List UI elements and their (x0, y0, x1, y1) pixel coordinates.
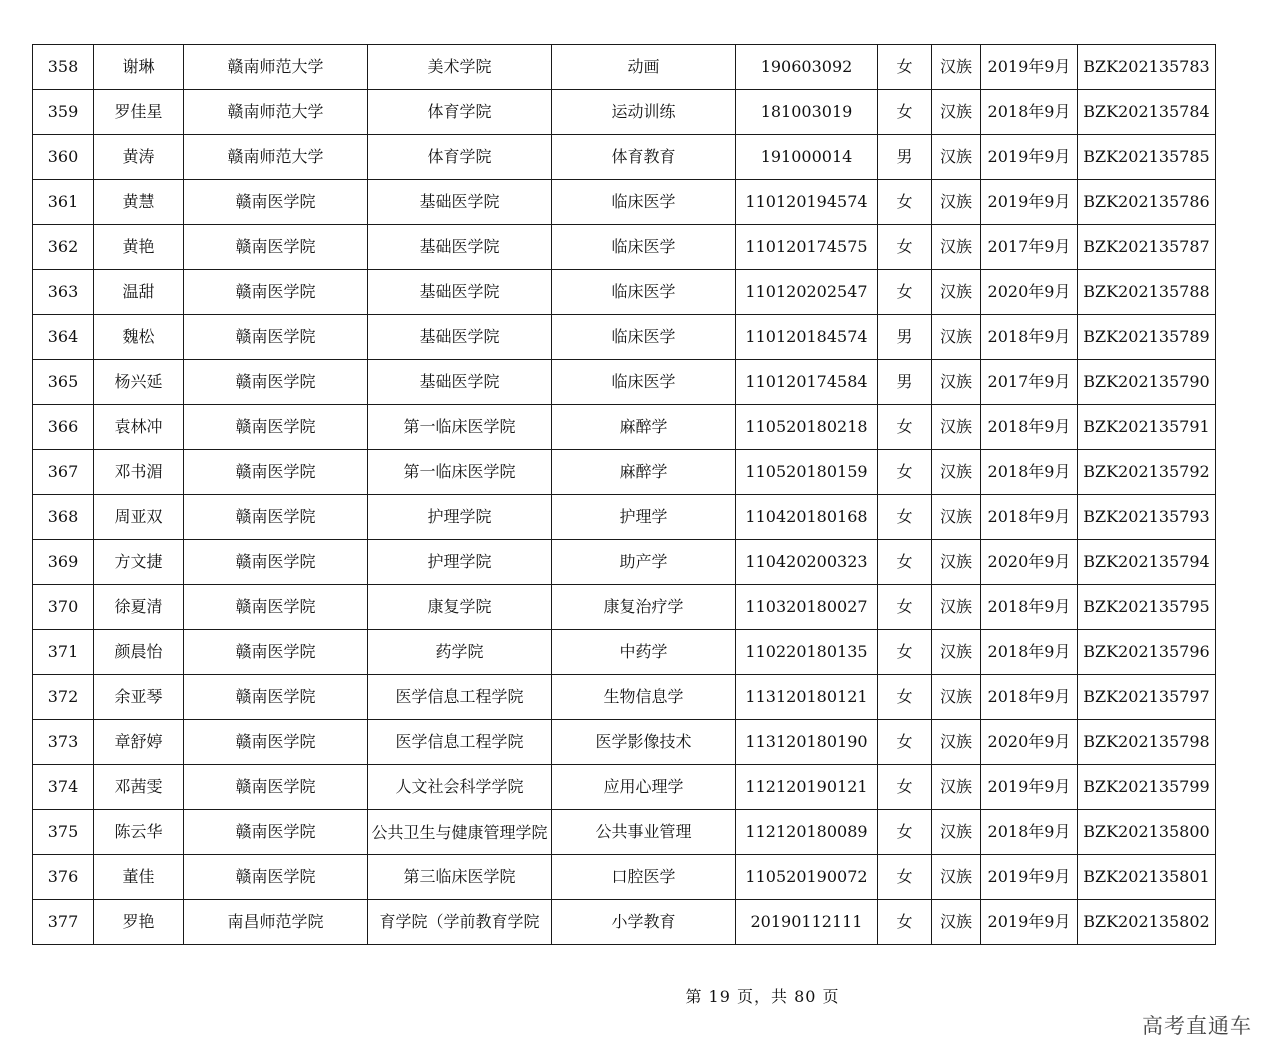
cell-student-name: 邓书湄 (94, 450, 184, 495)
cell-serial-number: 362 (33, 225, 94, 270)
cell-student-name: 黄艳 (94, 225, 184, 270)
cell-student-name: 章舒婷 (94, 720, 184, 765)
cell-student-id: 181003019 (736, 90, 878, 135)
cell-school: 赣南医学院 (184, 765, 368, 810)
cell-enrollment-date: 2018年9月 (981, 810, 1078, 855)
cell-student-name: 黄涛 (94, 135, 184, 180)
cell-school: 南昌师范学院 (184, 900, 368, 945)
cell-student-id: 110520180159 (736, 450, 878, 495)
cell-gender: 女 (878, 585, 932, 630)
table-row (33, 720, 1216, 765)
cell-enrollment-date: 2020年9月 (981, 720, 1078, 765)
cell-school: 赣南医学院 (184, 180, 368, 225)
cell-major: 临床医学 (552, 180, 736, 225)
cell-gender: 女 (878, 720, 932, 765)
cell-school: 赣南医学院 (184, 855, 368, 900)
page-number: 第 19 页，共 80 页 (685, 987, 840, 1006)
cell-college: 护理学院 (368, 540, 552, 585)
cell-gender: 女 (878, 45, 932, 90)
cell-gender: 女 (878, 900, 932, 945)
cell-student-name: 陈云华 (94, 810, 184, 855)
cell-ethnicity: 汉族 (932, 270, 981, 315)
cell-major: 康复治疗学 (552, 585, 736, 630)
cell-ethnicity: 汉族 (932, 315, 981, 360)
cell-school: 赣南医学院 (184, 315, 368, 360)
cell-gender: 女 (878, 630, 932, 675)
cell-enrollment-date: 2018年9月 (981, 405, 1078, 450)
cell-gender: 女 (878, 180, 932, 225)
table-row (33, 585, 1216, 630)
cell-school: 赣南医学院 (184, 630, 368, 675)
cell-enrollment-date: 2019年9月 (981, 135, 1078, 180)
cell-student-id: 110120174575 (736, 225, 878, 270)
cell-serial-number: 375 (33, 810, 94, 855)
cell-student-id: 190603092 (736, 45, 878, 90)
cell-major: 临床医学 (552, 225, 736, 270)
cell-gender: 女 (878, 810, 932, 855)
cell-college: 公共卫生与健康管理学院 (368, 810, 552, 855)
table-row (33, 270, 1216, 315)
cell-school: 赣南医学院 (184, 720, 368, 765)
cell-certificate-number: BZK202135797 (1078, 675, 1216, 720)
cell-certificate-number: BZK202135798 (1078, 720, 1216, 765)
cell-school: 赣南医学院 (184, 225, 368, 270)
cell-enrollment-date: 2018年9月 (981, 585, 1078, 630)
table-row (33, 225, 1216, 270)
cell-school: 赣南医学院 (184, 585, 368, 630)
cell-gender: 女 (878, 90, 932, 135)
cell-college: 育学院（学前教育学院 (368, 900, 552, 945)
cell-certificate-number: BZK202135786 (1078, 180, 1216, 225)
cell-student-name: 袁林冲 (94, 405, 184, 450)
table-row (33, 135, 1216, 180)
cell-ethnicity: 汉族 (932, 765, 981, 810)
cell-serial-number: 373 (33, 720, 94, 765)
cell-enrollment-date: 2019年9月 (981, 180, 1078, 225)
cell-college: 第一临床医学院 (368, 450, 552, 495)
cell-enrollment-date: 2019年9月 (981, 855, 1078, 900)
cell-certificate-number: BZK202135785 (1078, 135, 1216, 180)
cell-certificate-number: BZK202135795 (1078, 585, 1216, 630)
cell-school: 赣南医学院 (184, 495, 368, 540)
cell-enrollment-date: 2019年9月 (981, 900, 1078, 945)
cell-student-name: 颜晨怡 (94, 630, 184, 675)
cell-serial-number: 366 (33, 405, 94, 450)
cell-student-id: 110420200323 (736, 540, 878, 585)
table-body (33, 45, 1216, 945)
cell-college: 医学信息工程学院 (368, 675, 552, 720)
cell-student-name: 余亚琴 (94, 675, 184, 720)
cell-major: 小学教育 (552, 900, 736, 945)
cell-college: 基础医学院 (368, 360, 552, 405)
cell-student-id: 110220180135 (736, 630, 878, 675)
cell-enrollment-date: 2018年9月 (981, 450, 1078, 495)
table-row (33, 450, 1216, 495)
cell-enrollment-date: 2018年9月 (981, 495, 1078, 540)
cell-major: 运动训练 (552, 90, 736, 135)
cell-gender: 男 (878, 135, 932, 180)
cell-ethnicity: 汉族 (932, 900, 981, 945)
cell-certificate-number: BZK202135783 (1078, 45, 1216, 90)
cell-serial-number: 363 (33, 270, 94, 315)
cell-student-id: 110120202547 (736, 270, 878, 315)
cell-serial-number: 368 (33, 495, 94, 540)
cell-school: 赣南医学院 (184, 270, 368, 315)
cell-school: 赣南师范大学 (184, 135, 368, 180)
cell-college: 基础医学院 (368, 270, 552, 315)
cell-college: 基础医学院 (368, 180, 552, 225)
cell-serial-number: 371 (33, 630, 94, 675)
cell-serial-number: 365 (33, 360, 94, 405)
cell-school: 赣南师范大学 (184, 45, 368, 90)
cell-gender: 女 (878, 270, 932, 315)
table-row (33, 810, 1216, 855)
cell-ethnicity: 汉族 (932, 45, 981, 90)
cell-major: 动画 (552, 45, 736, 90)
cell-school: 赣南师范大学 (184, 90, 368, 135)
cell-college: 康复学院 (368, 585, 552, 630)
cell-ethnicity: 汉族 (932, 225, 981, 270)
cell-student-id: 112120190121 (736, 765, 878, 810)
cell-serial-number: 361 (33, 180, 94, 225)
cell-college: 护理学院 (368, 495, 552, 540)
cell-college: 人文社会科学学院 (368, 765, 552, 810)
cell-school: 赣南医学院 (184, 540, 368, 585)
cell-student-id: 110520190072 (736, 855, 878, 900)
cell-ethnicity: 汉族 (932, 855, 981, 900)
cell-college: 美术学院 (368, 45, 552, 90)
cell-certificate-number: BZK202135791 (1078, 405, 1216, 450)
cell-enrollment-date: 2017年9月 (981, 225, 1078, 270)
table-row (33, 855, 1216, 900)
cell-ethnicity: 汉族 (932, 585, 981, 630)
cell-student-id: 110320180027 (736, 585, 878, 630)
table-row (33, 405, 1216, 450)
cell-college: 第三临床医学院 (368, 855, 552, 900)
student-list-table (32, 44, 1216, 945)
cell-student-name: 董佳 (94, 855, 184, 900)
cell-gender: 女 (878, 675, 932, 720)
cell-student-name: 杨兴延 (94, 360, 184, 405)
cell-major: 临床医学 (552, 270, 736, 315)
table-row (33, 675, 1216, 720)
cell-student-name: 邓茜雯 (94, 765, 184, 810)
cell-enrollment-date: 2019年9月 (981, 765, 1078, 810)
cell-ethnicity: 汉族 (932, 90, 981, 135)
cell-student-name: 徐夏清 (94, 585, 184, 630)
cell-student-id: 191000014 (736, 135, 878, 180)
cell-major: 麻醉学 (552, 405, 736, 450)
cell-major: 临床医学 (552, 360, 736, 405)
cell-college: 医学信息工程学院 (368, 720, 552, 765)
cell-major: 临床医学 (552, 315, 736, 360)
cell-ethnicity: 汉族 (932, 360, 981, 405)
cell-school: 赣南医学院 (184, 360, 368, 405)
cell-student-id: 110520180218 (736, 405, 878, 450)
cell-college: 基础医学院 (368, 225, 552, 270)
cell-college: 体育学院 (368, 90, 552, 135)
cell-ethnicity: 汉族 (932, 720, 981, 765)
cell-certificate-number: BZK202135794 (1078, 540, 1216, 585)
cell-student-id: 20190112111 (736, 900, 878, 945)
cell-college: 第一临床医学院 (368, 405, 552, 450)
cell-student-id: 110120184574 (736, 315, 878, 360)
cell-serial-number: 370 (33, 585, 94, 630)
cell-school: 赣南医学院 (184, 810, 368, 855)
cell-certificate-number: BZK202135802 (1078, 900, 1216, 945)
cell-certificate-number: BZK202135787 (1078, 225, 1216, 270)
cell-certificate-number: BZK202135793 (1078, 495, 1216, 540)
cell-college: 体育学院 (368, 135, 552, 180)
cell-major: 口腔医学 (552, 855, 736, 900)
table-row (33, 765, 1216, 810)
cell-ethnicity: 汉族 (932, 675, 981, 720)
table-row (33, 495, 1216, 540)
cell-major: 体育教育 (552, 135, 736, 180)
cell-certificate-number: BZK202135801 (1078, 855, 1216, 900)
cell-gender: 男 (878, 360, 932, 405)
cell-serial-number: 364 (33, 315, 94, 360)
table-row (33, 360, 1216, 405)
cell-serial-number: 360 (33, 135, 94, 180)
cell-student-id: 112120180089 (736, 810, 878, 855)
cell-student-id: 110120174584 (736, 360, 878, 405)
cell-gender: 女 (878, 495, 932, 540)
cell-certificate-number: BZK202135792 (1078, 450, 1216, 495)
cell-gender: 女 (878, 540, 932, 585)
cell-gender: 女 (878, 450, 932, 495)
cell-gender: 女 (878, 765, 932, 810)
cell-enrollment-date: 2018年9月 (981, 315, 1078, 360)
cell-student-name: 黄慧 (94, 180, 184, 225)
cell-serial-number: 377 (33, 900, 94, 945)
table-row (33, 90, 1216, 135)
cell-student-name: 罗艳 (94, 900, 184, 945)
cell-enrollment-date: 2018年9月 (981, 630, 1078, 675)
table-row (33, 630, 1216, 675)
cell-gender: 男 (878, 315, 932, 360)
cell-certificate-number: BZK202135789 (1078, 315, 1216, 360)
cell-enrollment-date: 2020年9月 (981, 270, 1078, 315)
cell-ethnicity: 汉族 (932, 135, 981, 180)
cell-student-id: 113120180121 (736, 675, 878, 720)
cell-serial-number: 369 (33, 540, 94, 585)
cell-student-name: 周亚双 (94, 495, 184, 540)
cell-college: 药学院 (368, 630, 552, 675)
cell-school: 赣南医学院 (184, 450, 368, 495)
cell-major: 中药学 (552, 630, 736, 675)
table-row (33, 540, 1216, 585)
cell-student-name: 方文捷 (94, 540, 184, 585)
cell-certificate-number: BZK202135800 (1078, 810, 1216, 855)
cell-college: 基础医学院 (368, 315, 552, 360)
cell-major: 应用心理学 (552, 765, 736, 810)
cell-certificate-number: BZK202135790 (1078, 360, 1216, 405)
cell-serial-number: 367 (33, 450, 94, 495)
cell-student-id: 113120180190 (736, 720, 878, 765)
cell-certificate-number: BZK202135788 (1078, 270, 1216, 315)
cell-ethnicity: 汉族 (932, 495, 981, 540)
cell-major: 助产学 (552, 540, 736, 585)
cell-gender: 女 (878, 855, 932, 900)
cell-enrollment-date: 2019年9月 (981, 45, 1078, 90)
cell-serial-number: 376 (33, 855, 94, 900)
cell-major: 麻醉学 (552, 450, 736, 495)
table-row (33, 315, 1216, 360)
watermark-logo: 高考直通车 (1142, 1014, 1252, 1038)
cell-gender: 女 (878, 225, 932, 270)
cell-major: 公共事业管理 (552, 810, 736, 855)
cell-gender: 女 (878, 405, 932, 450)
cell-major: 生物信息学 (552, 675, 736, 720)
cell-enrollment-date: 2018年9月 (981, 90, 1078, 135)
cell-student-name: 罗佳星 (94, 90, 184, 135)
cell-major: 护理学 (552, 495, 736, 540)
table-row (33, 900, 1216, 945)
cell-school: 赣南医学院 (184, 675, 368, 720)
cell-ethnicity: 汉族 (932, 405, 981, 450)
cell-serial-number: 372 (33, 675, 94, 720)
cell-ethnicity: 汉族 (932, 180, 981, 225)
cell-student-id: 110120194574 (736, 180, 878, 225)
cell-enrollment-date: 2017年9月 (981, 360, 1078, 405)
cell-ethnicity: 汉族 (932, 450, 981, 495)
cell-student-name: 魏松 (94, 315, 184, 360)
cell-enrollment-date: 2018年9月 (981, 675, 1078, 720)
cell-ethnicity: 汉族 (932, 630, 981, 675)
cell-certificate-number: BZK202135784 (1078, 90, 1216, 135)
table-row (33, 180, 1216, 225)
cell-certificate-number: BZK202135799 (1078, 765, 1216, 810)
cell-enrollment-date: 2020年9月 (981, 540, 1078, 585)
cell-student-name: 温甜 (94, 270, 184, 315)
cell-student-name: 谢琳 (94, 45, 184, 90)
cell-school: 赣南医学院 (184, 405, 368, 450)
cell-serial-number: 374 (33, 765, 94, 810)
cell-ethnicity: 汉族 (932, 540, 981, 585)
cell-serial-number: 358 (33, 45, 94, 90)
cell-serial-number: 359 (33, 90, 94, 135)
cell-certificate-number: BZK202135796 (1078, 630, 1216, 675)
cell-student-id: 110420180168 (736, 495, 878, 540)
table-row (33, 45, 1216, 90)
cell-major: 医学影像技术 (552, 720, 736, 765)
cell-ethnicity: 汉族 (932, 810, 981, 855)
